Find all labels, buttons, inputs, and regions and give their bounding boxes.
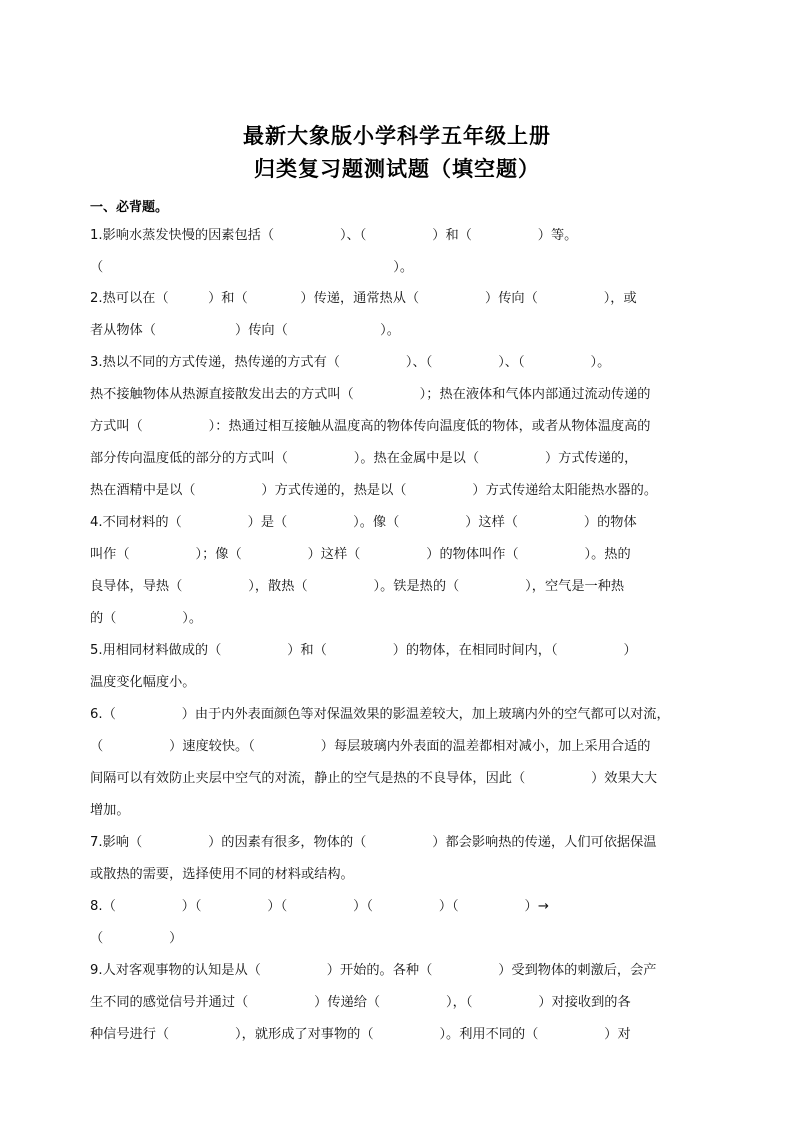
text-line: （ ）速度较快。（ ）每层玻璃内外表面的温差都相对减小，加上采用合适的 (90, 739, 651, 754)
text-line: 1.影响水蒸发快慢的因素包括（ ）、（ ）和（ ）等。 (90, 228, 578, 243)
text-line: 7.影响（ ）的因素有很多，物体的（ ）都会影响热的传递，人们可依据保温 (90, 835, 657, 850)
text-line: 8.（ ）（ ）（ ）（ ）（ ）→ (90, 899, 549, 914)
text-line: 良导体，导热（ ），散热（ ）。铁是热的（ ），空气是一种热 (90, 579, 625, 594)
text-line: 部分传向温度低的部分的方式叫（ ）。热在金属中是以（ ）方式传递的， (90, 451, 638, 466)
text-line: 热在酒精中是以（ ）方式传递的，热是以（ ）方式传递给太阳能热水器的。 (90, 483, 658, 498)
text-line: （ ）。 (90, 260, 414, 275)
text-line: 4.不同材料的（ ）是（ ）。像（ ）这样（ ）的物体 (90, 515, 637, 530)
text-line: 者从物体（ ）传向（ ）。 (90, 323, 400, 338)
document-title-line-2: 归类复习题测试题（填空题） (254, 156, 540, 181)
text-line: 间隔可以有效防止夹层中空气的对流，静止的空气是热的不良导体，因此（ ）效果大大 (90, 771, 658, 786)
text-line: 方式叫（ ）：热通过相互接触从温度高的物体传向温度低的物体，或者从物体温度高的 (90, 419, 651, 434)
text-line: 增加。 (90, 803, 130, 818)
document-title-line-1: 最新大象版小学科学五年级上册 (243, 123, 551, 148)
text-line: 种信号进行（ ），就形成了对事物的（ ）。利用不同的（ ）对 (90, 1027, 631, 1042)
section-heading: 一、必背题。 (90, 200, 169, 215)
text-line: 叫作（ ）；像（ ）这样（ ）的物体叫作（ ）。热的 (90, 547, 631, 562)
text-line: 3.热以不同的方式传递，热传递的方式有（ ）、（ ）、（ ）。 (90, 355, 611, 370)
text-line: 生不同的感觉信号并通过（ ）传递给（ ），（ ）对接收到的各 (90, 995, 631, 1010)
text-line: （ ） (90, 931, 183, 946)
text-line: 9.人对客观事物的认知是从（ ）开始的。各种（ ）受到物体的刺激后，会产 (90, 963, 657, 978)
text-line: 5.用相同材料做成的（ ）和（ ）的物体，在相同时间内，（ ） (90, 643, 637, 658)
text-line: 6.（ ）由于内外表面颜色等对保温效果的影温差较大，加上玻璃内外的空气都可以对流， (90, 707, 670, 722)
text-line: 或散热的需要，选择使用不同的材料或结构。 (90, 867, 354, 882)
text-line: 热不接触物体从热源直接散发出去的方式叫（ ）；热在液体和气体内部通过流动传递的 (90, 387, 651, 402)
text-line: 2.热可以在（ ）和（ ）传递，通常热从（ ）传向（ ），或 (90, 291, 637, 306)
text-line: 的（ ）。 (90, 611, 203, 626)
text-line: 温度变化幅度小。 (90, 675, 196, 690)
